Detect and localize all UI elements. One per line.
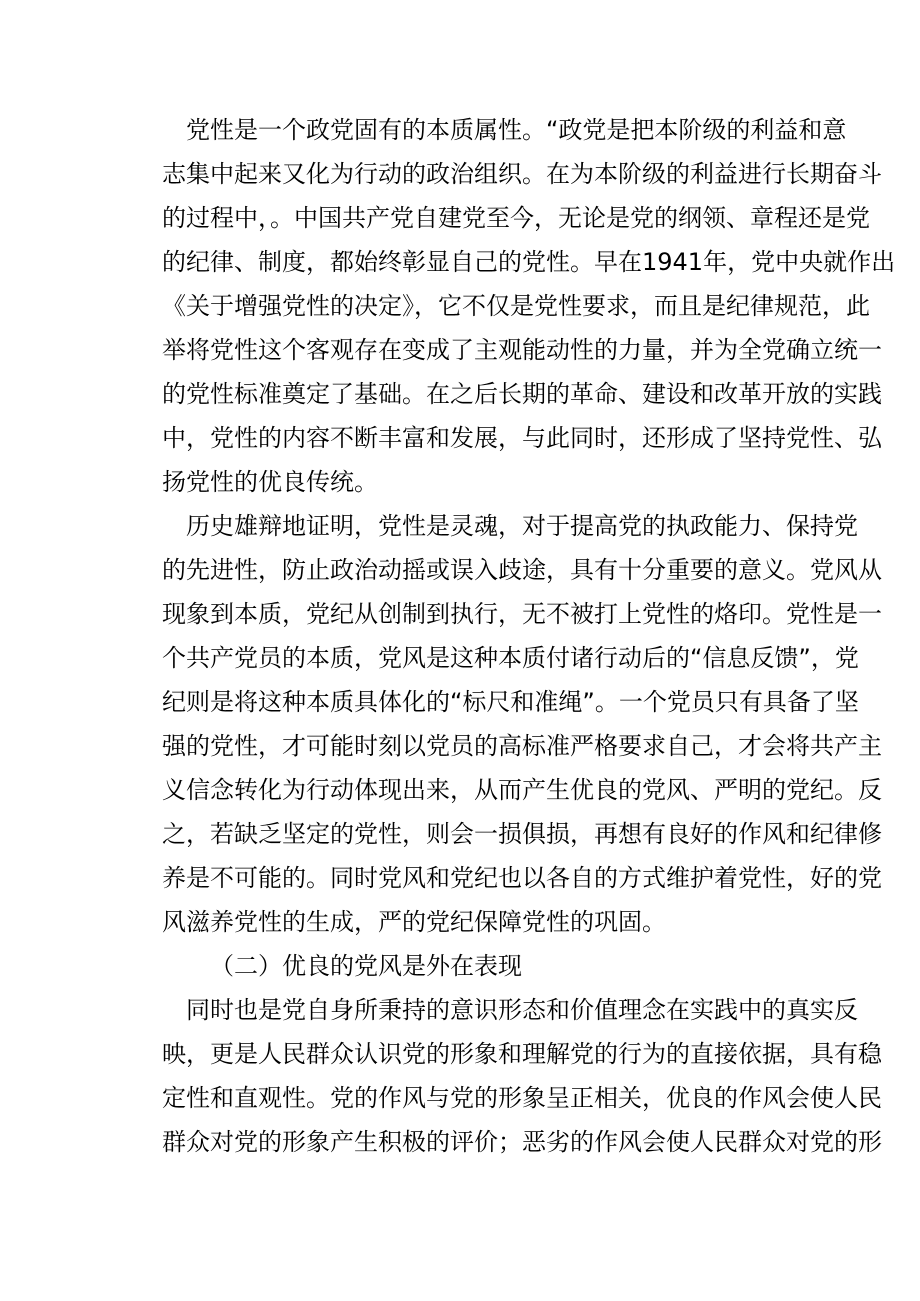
paragraph-line: 扬党性的优良传统。 — [162, 468, 378, 496]
paragraph-line: 的过程中，。中国共产党自建党至今，无论是党的纲领、章程还是党 — [162, 204, 870, 232]
paragraph-line: 的先进性，防止政治动摇或误入歧途，具有十分重要的意义。党风从 — [162, 556, 882, 584]
paragraph-line: 举将党性这个客观存在变成了主观能动性的力量，并为全党确立统一 — [162, 336, 882, 364]
paragraph-line: 同时也是党自身所秉持的意识形态和价值理念在实践中的真实反 — [186, 996, 858, 1024]
paragraph-line: 志集中起来又化为行动的政治组织。在为本阶级的利益进行长期奋斗 — [162, 160, 882, 188]
paragraph-line: 的党性标准奠定了基础。在之后长期的革命、建设和改革开放的实践 — [162, 380, 882, 408]
paragraph-line: 现象到本质，党纪从创制到执行，无不被打上党性的烙印。党性是一 — [162, 600, 882, 628]
paragraph-line: 党性是一个政党固有的本质属性。“政党是把本阶级的利益和意 — [186, 116, 847, 144]
section-heading: （二）优良的党风是外在表现 — [210, 952, 522, 980]
paragraph-line: 中，党性的内容不断丰富和发展，与此同时，还形成了坚持党性、弘 — [162, 424, 882, 452]
paragraph-line: 群众对党的形象产生积极的评价；恶劣的作风会使人民群众对党的形 — [162, 1128, 882, 1156]
paragraph-line: 义信念转化为行动体现出来，从而产生优良的党风、严明的党纪。反 — [162, 776, 882, 804]
paragraph-line: 个共产党员的本质，党风是这种本质付诸行动后的“信息反馈”，党 — [162, 644, 859, 672]
paragraph-line: 的纪律、制度，都始终彰显自己的党性。早在1941年，党中央就作出 — [162, 248, 896, 276]
paragraph-line: 风滋养党性的生成，严的党纪保障党性的巩固。 — [162, 908, 666, 936]
paragraph-line: 养是不可能的。同时党风和党纪也以各自的方式维护着党性，好的党 — [162, 864, 882, 892]
paragraph-line: 强的党性，才可能时刻以党员的高标准严格要求自己，才会将共产主 — [162, 732, 882, 760]
paragraph-line: 映，更是人民群众认识党的形象和理解党的行为的直接依据，具有稳 — [162, 1040, 882, 1068]
paragraph-line: 纪则是将这种本质具体化的“标尺和准绳”。一个党员只有具备了坚 — [162, 688, 859, 716]
paragraph-line: 之，若缺乏坚定的党性，则会一损俱损，再想有良好的作风和纪律修 — [162, 820, 882, 848]
paragraph-line: 《关于增强党性的决定》，它不仅是党性要求，而且是纪律规范，此 — [162, 292, 870, 320]
paragraph-line: 定性和直观性。党的作风与党的形象呈正相关，优良的作风会使人民 — [162, 1084, 882, 1112]
paragraph-line: 历史雄辩地证明，党性是灵魂，对于提高党的执政能力、保持党 — [186, 512, 858, 540]
